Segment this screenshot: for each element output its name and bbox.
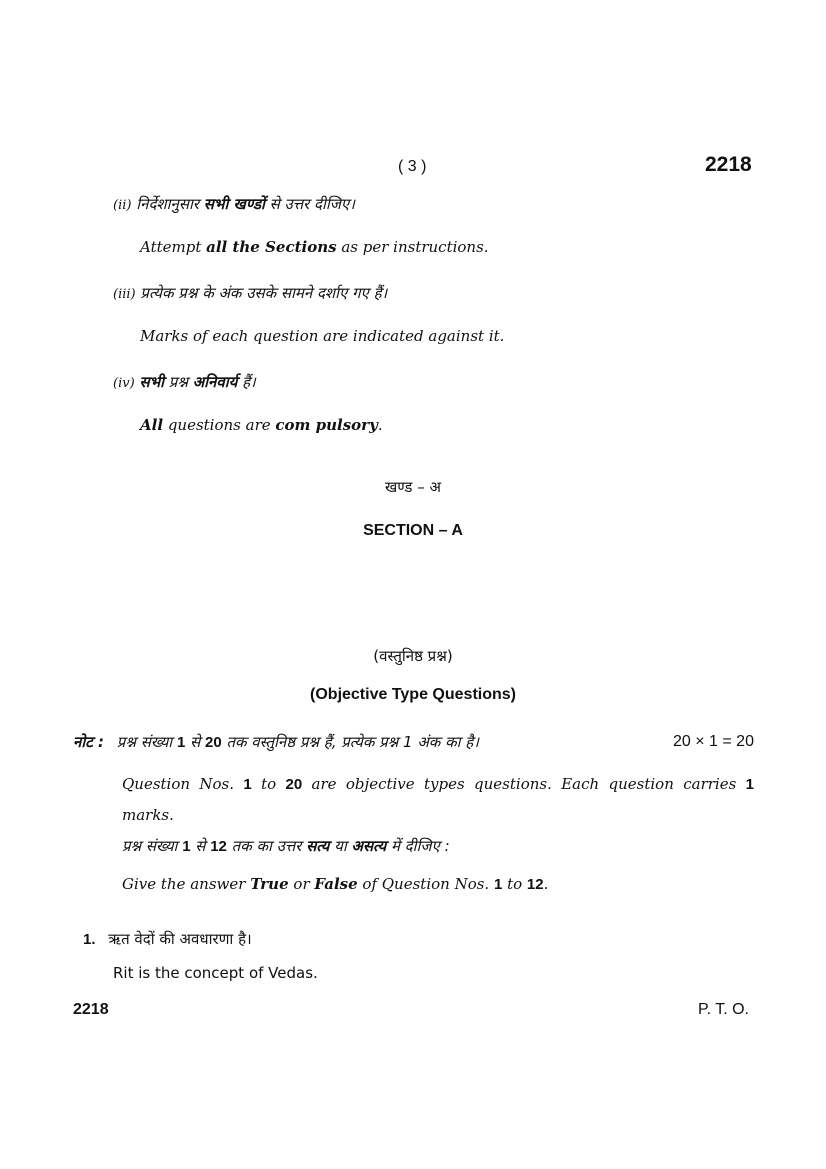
- instruction-emphasis-en: all the Sections: [206, 238, 337, 256]
- instruction-emphasis-en: All: [140, 416, 164, 434]
- tf-emphasis-en: False: [314, 875, 358, 893]
- marks-formula: 20 × 1 = 20: [673, 733, 754, 750]
- instruction-ii-hindi: [113, 194, 355, 214]
- note-number: 20: [205, 734, 222, 751]
- tf-number: 12: [210, 838, 227, 855]
- tf-number: 1: [182, 838, 191, 855]
- instruction-text-en: Attempt: [140, 238, 207, 256]
- footer-paper-code: 2218: [73, 1001, 109, 1018]
- instruction-emphasis-hi: अनिवार्य: [192, 373, 238, 391]
- tf-text-en: of Question Nos.: [357, 875, 494, 893]
- tf-text-en: or: [288, 875, 315, 893]
- note-label: नोट :: [73, 733, 104, 751]
- instruction-text-hi: प्रत्येक प्रश्न के अंक उसके सामने दर्शाए गए हैं।: [140, 284, 388, 302]
- note-number: 1: [243, 776, 252, 793]
- section-title-en: SECTION – A: [363, 522, 463, 539]
- instruction-text-hi: से उत्तर दीजिए।: [264, 195, 355, 213]
- tf-text-hi: प्रश्न संख्या: [122, 837, 183, 855]
- section-subtitle-hi: (वस्तुनिष्ठ प्रश्न): [373, 647, 453, 665]
- instruction-ii-english: [140, 238, 489, 256]
- question-1-hindi: [83, 929, 252, 949]
- section-subtitle-en: (Objective Type Questions): [310, 686, 516, 703]
- instruction-text-hi: निर्देशानुसार: [136, 195, 204, 213]
- tf-text-hi: या: [329, 837, 352, 855]
- instruction-text-en: .: [377, 416, 383, 434]
- instruction-text-en: questions are: [163, 416, 276, 434]
- tf-number: 12: [526, 876, 544, 893]
- section-title-hi: खण्ड – अ: [385, 478, 441, 496]
- note-hindi: [73, 732, 479, 752]
- tf-text-hi: तक का उत्तर: [226, 837, 307, 855]
- true-false-instruction-english: [122, 875, 548, 893]
- question-text-hi: ऋत वेदों की अवधारणा है।: [108, 930, 252, 948]
- paper-code: 2218: [705, 153, 752, 176]
- note-text-hi: से: [185, 733, 205, 751]
- tf-text-hi: से: [190, 837, 211, 855]
- instruction-number: (iv): [113, 376, 135, 391]
- tf-emphasis-en: True: [250, 875, 289, 893]
- instruction-number: (iii): [113, 287, 136, 302]
- note-text-hi: तक वस्तुनिष्ठ प्रश्न हैं, प्रत्येक प्रश्न 1 अंक का है।: [221, 733, 479, 751]
- instruction-emphasis-en: com pulsory: [275, 416, 378, 434]
- tf-text-en: Give the answer: [122, 875, 251, 893]
- footer-pto: P. T. O.: [698, 1001, 749, 1018]
- tf-emphasis-hi: सत्य: [306, 837, 330, 855]
- instruction-text-hi: हैं।: [237, 373, 256, 391]
- tf-number: 1: [493, 876, 503, 893]
- note-text-en: Question Nos.: [122, 775, 244, 793]
- instruction-iii-hindi: [113, 283, 387, 303]
- note-text-en: to: [251, 775, 286, 793]
- note-text-en: marks.: [122, 806, 174, 824]
- instruction-iii-english: Marks of each question are indicated against it.: [140, 327, 505, 345]
- note-number: 1: [745, 776, 754, 793]
- instruction-number: (ii): [113, 198, 132, 213]
- note-english: [122, 769, 754, 830]
- question-number: 1.: [83, 931, 96, 948]
- note-text-hi: प्रश्न संख्या: [116, 733, 177, 751]
- tf-text-en: to: [502, 875, 527, 893]
- note-number: 20: [285, 776, 303, 793]
- tf-emphasis-hi: असत्य: [351, 837, 387, 855]
- instruction-emphasis-hi: सभी खण्डों: [203, 195, 265, 213]
- question-1-english: Rit is the concept of Vedas.: [113, 964, 318, 982]
- instruction-text-en: as per instructions.: [336, 238, 489, 256]
- true-false-instruction-hindi: [122, 836, 450, 856]
- instruction-emphasis-hi: सभी: [139, 373, 165, 391]
- note-text-en: are objective types questions. Each question carries: [302, 775, 746, 793]
- note-number: 1: [176, 734, 186, 751]
- tf-text-hi: में दीजिए :: [386, 837, 450, 855]
- instruction-iv-hindi: [113, 372, 256, 392]
- page-number: ( 3 ): [398, 158, 427, 175]
- instruction-text-hi: प्रश्न: [164, 373, 193, 391]
- tf-text-en: .: [543, 875, 549, 893]
- instruction-iv-english: [140, 416, 383, 434]
